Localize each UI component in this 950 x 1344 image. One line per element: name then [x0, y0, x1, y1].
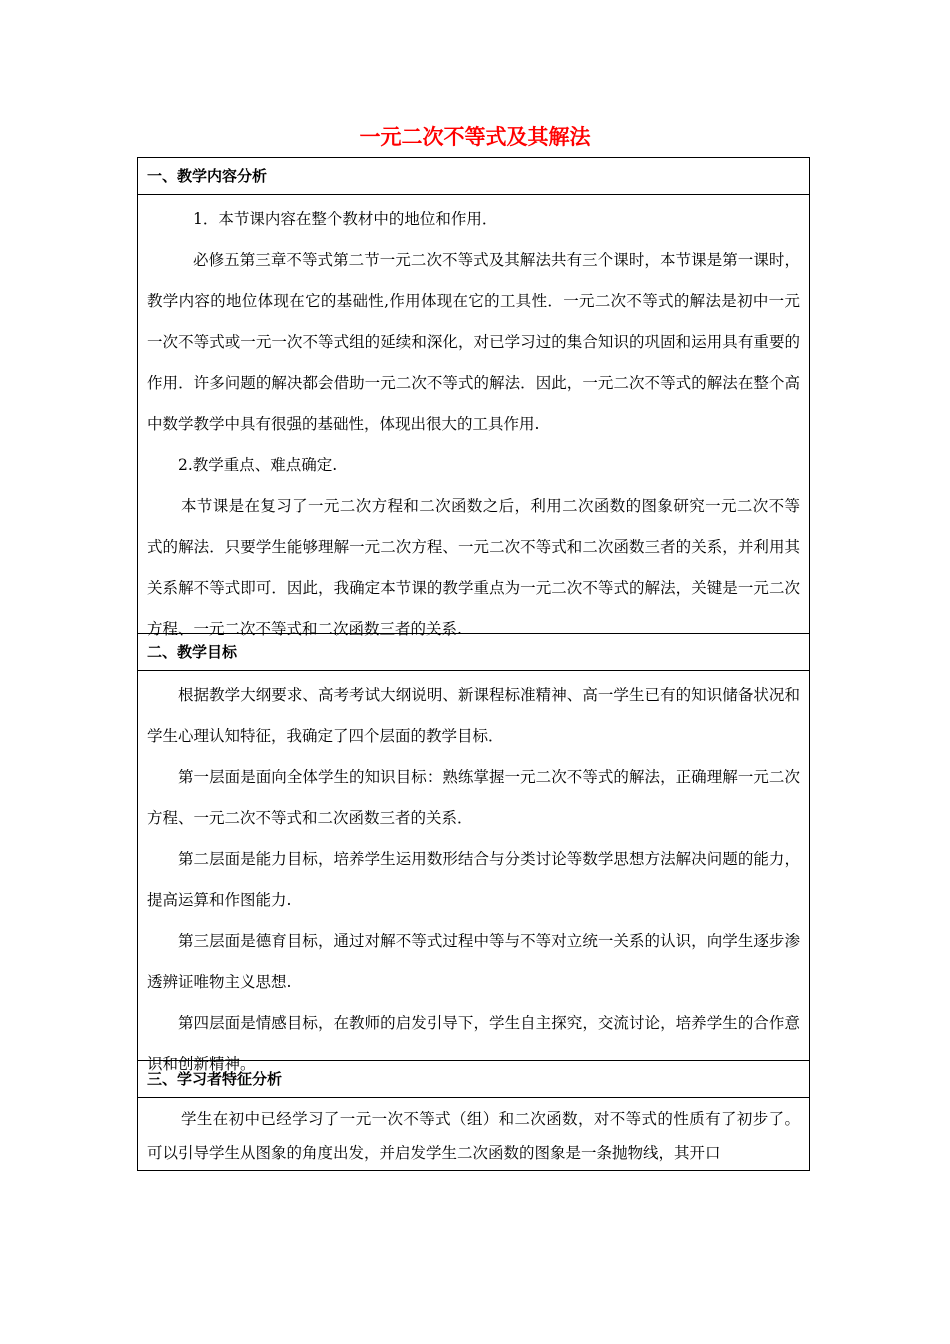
section-header-learner-analysis: 三、学习者特征分析 [138, 1061, 809, 1098]
document-title: 一元二次不等式及其解法 [359, 125, 591, 149]
paragraph: 根据教学大纲要求、高考考试大纲说明、新课程标准精神、高一学生已有的知识储备状况和学生心理认知特征，我确定了四个层面的教学目标． [147, 686, 800, 745]
section-header-content-analysis: 一、教学内容分析 [138, 158, 809, 195]
paragraph: 第四层面是情感目标，在教师的启发引导下，学生自主探究，交流讨论，培养学生的合作意识和创新精神。 [147, 1014, 800, 1073]
section-header-teaching-goals: 二、教学目标 [138, 634, 809, 671]
lesson-plan-table [137, 157, 810, 1171]
paragraph: 第三层面是德育目标，通过对解不等式过程中等与不等对立统一关系的认识，向学生逐步渗透辨证唯物主义思想. [147, 932, 800, 991]
paragraph: 学生在初中已经学习了一元一次不等式（组）和二次函数，对不等式的性质有了初步了。可以引导学生从图象的角度出发，并启发学生二次函数的图象是一条抛物线，其开口 [147, 1110, 800, 1162]
section-body-teaching-goals [138, 671, 809, 1073]
paragraph: 第二层面是能力目标，培养学生运用数形结合与分类讨论等数学思想方法解决问题的能力，提高运算和作图能力. [147, 850, 800, 909]
paragraph: 1．本节课内容在整个教材中的地位和作用． [193, 210, 498, 228]
paragraph: 必修五第三章不等式第二节一元二次不等式及其解法共有三个课时，本节课是第一课时，教学内容的地位体现在它的基础性,作用体现在它的工具性．一元二次不等式的解法是初中一元一次不等式或一元一次不等式组的延续和深化，对已学习过的集合知识的巩固和运用具有重要的作用．许多问题的解决都会借助一元二次不等式的解法．因此，一元二次不等式的解法在整个高中数学教学中具有很强的基础性，体现出很大的工具作用. [147, 251, 800, 433]
paragraph: 第一层面是面向全体学生的知识目标：熟练掌握一元二次不等式的解法，正确理解一元二次方程、一元二次不等式和二次函数三者的关系． [147, 768, 800, 827]
section-body-content-analysis [138, 195, 809, 638]
paragraph: 本节课是在复习了一元二次方程和二次函数之后，利用二次函数的图象研究一元二次不等式的解法．只要学生能够理解一元二次方程、一元二次不等式和二次函数三者的关系，并利用其关系解不等式即可．因此，我确定本节课的教学重点为一元二次不等式的解法，关键是一元二次方程、一元二次不等式和二次函数三者的关系. [147, 497, 800, 638]
section-body-learner-analysis [138, 1098, 809, 1170]
paragraph: 2.教学重点、难点确定. [178, 456, 338, 474]
